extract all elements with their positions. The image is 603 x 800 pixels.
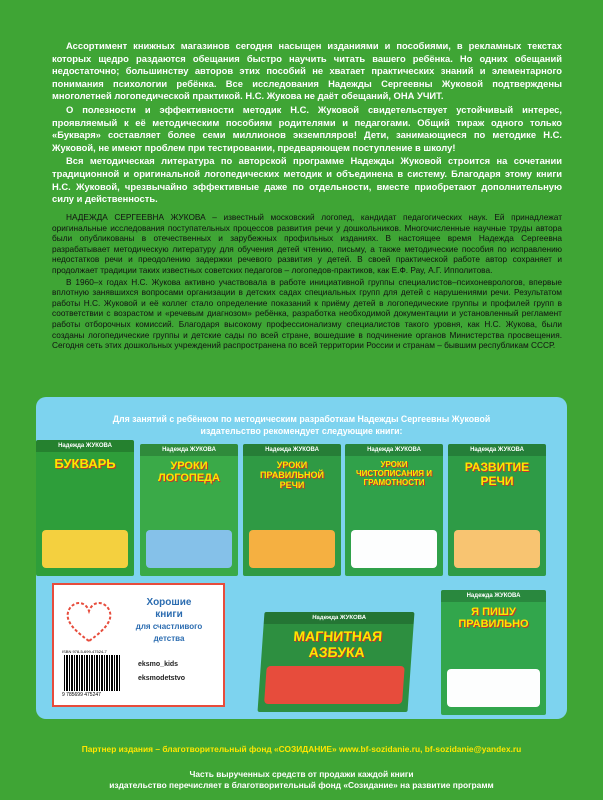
- promo-postcard: [54, 585, 223, 705]
- heart-icon: [64, 599, 114, 643]
- book-title: РАЗВИТИЕ РЕЧИ: [464, 460, 530, 488]
- isbn-label: ISBN 978-5-699-47524-7: [62, 649, 107, 654]
- book-author: Надежда ЖУКОВА: [36, 440, 134, 452]
- footer: [0, 744, 603, 791]
- book-title: УРОКИ ПРАВИЛЬНОЙ РЕЧИ: [260, 460, 324, 490]
- book-cover-ya-pishu-pravilno: [441, 590, 546, 715]
- recommended-books-panel: [36, 397, 567, 719]
- intro-text-block: [52, 40, 562, 207]
- bio-paragraph: НАДЕЖДА СЕРГЕЕВНА ЖУКОВА – известный московский логопед, кандидат педагогических наук. Ей принадлежат оригинальные исследования поступательных процессов развития речи у дошкольников. Многочисленные научные труды автора были опубликованы в отечественных и зарубежных профильных изданиях. В настоящее время Надежда Сергеевна разрабатывает методическую литературу для обучения детей чтению, письму, а также методические пособия по исправлению недостатков речи и преодолению задержки речевого развития у детей. В своей практической работе автор сохраняет и продолжает традиции таких известных советских педагогов – логопедов-практиков, как Е.Ф. Рау, А.Г. Ипполитова.: [52, 212, 562, 275]
- intro-paragraph: Вся методическая литература по авторской программе Надежды Жуковой строится на сочетании традиционной и оригинальной логопедических методик и объединена в систему. Благодаря этому книги Н.С. Жуковой, чрезвычайно эффективные даже по отдельности, вместе приобретают дополнительную силу и действенность.: [52, 155, 562, 205]
- book-illustration: [454, 530, 540, 568]
- bio-paragraph: В 1960–х годах Н.С. Жукова активно участвовала в работе инициативной группы специалистов–психоневрологов, впервые вплотную занявшихся вопросами организации в детских садах специальных групп для детей с нарушениями речи. Результатом работы Н.С. Жуковой и её коллег стало определение показаний к приёму детей в логопедические группы и профилей групп в соответствии с возрастом и «речевым диагнозом» ребёнка, разработка необходимой документации и установленный регламент работы отборочных комиссий. Благодаря высокому профессионализму специалистов такого уровня, как Н.С. Жукова, были созданы логопедические группы и детские сады по всей стране, вошедшие в подчинение органов Министерства просвещения. Сегодня сеть этих дошкольных учреждений распространена по всей территории России и странам – бывшим республикам СССР.: [52, 276, 562, 351]
- footer-line: Часть вырученных средств от продажи каждой книги: [189, 769, 414, 779]
- barcode-number: 9 785699 475247: [62, 692, 101, 698]
- postcard-title-line: Хорошие: [146, 597, 192, 608]
- footer-line: издательство перечисляет в благотворительный фонд «Созидание» на развитие программ: [109, 780, 494, 790]
- book-author: Надежда ЖУКОВА: [243, 444, 341, 456]
- panel-header: [36, 414, 567, 437]
- panel-header-line: Для занятий с ребёнком по методическим разработкам Надежды Сергеевны Жуковой: [112, 414, 491, 424]
- book-title: Я ПИШУ ПРАВИЛЬНО: [458, 606, 529, 630]
- book-author: Надежда ЖУКОВА: [345, 444, 443, 456]
- book-cover-razvitie-rechi: [448, 444, 546, 576]
- barcode: [64, 655, 120, 691]
- book-cover-magnitnaya-azbuka: [258, 612, 415, 712]
- panel-header-line: издательство рекомендует следующие книги:: [200, 425, 403, 436]
- book-cover-uroki-rechi: [243, 444, 341, 576]
- book-title: УРОКИ ЧИСТОПИСАНИЯ И ГРАМОТНОСТИ: [356, 460, 432, 487]
- book-title: МАГНИТНАЯ АЗБУКА: [292, 628, 383, 660]
- book-cover-uroki-logopeda: [140, 444, 238, 576]
- postcard-title: [122, 597, 216, 645]
- book-title: БУКВАРЬ: [54, 456, 116, 471]
- author-bio-block: [52, 212, 562, 352]
- book-illustration: [351, 530, 437, 568]
- partner-line: Партнер издания – благотворительный фонд «СОЗИДАНИЕ» www.bf-sozidanie.ru, bf-sozidanie@yandex.ru: [81, 744, 522, 754]
- book-cover-bukvar: [36, 440, 134, 576]
- postcard-title-line: для счастливого: [135, 622, 203, 631]
- social-handle-kids: eksmo_kids: [138, 661, 179, 668]
- book-title: УРОКИ ЛОГОПЕДА: [158, 460, 220, 484]
- book-author: Надежда ЖУКОВА: [448, 444, 546, 456]
- intro-paragraph: О полезности и эффективности методик Н.С. Жуковой свидетельствует устойчивый интерес, проявляемый к её методическим пособиям родителями и педагогами. Общий тираж одного только «Букваря» составляет более семи миллионов экземпляров! Дети, занимающиеся по методике Н.С. Жуковой, не имеют проблем при тестировании, предваряющем поступление в школу!: [52, 103, 562, 153]
- book-illustration: [249, 530, 335, 568]
- intro-paragraph: Ассортимент книжных магазинов сегодня насыщен изданиями и пособиями, в рекламных текстах которых щедро раздаются обещания быстро научить читать вашего ребёнка. Но одних обещаний недостаточно; большинству авторов этих пособий не хватает практических знаний и элементарного понимания психологии ребёнка. Все исследования Надежды Сергеевны Жуковой подтверждены многолетней логопедической практикой. Н.С. Жукова не даёт обещаний, ОНА УЧИТ.: [52, 40, 562, 102]
- book-cover-chistopisanie: [345, 444, 443, 576]
- book-author: Надежда ЖУКОВА: [140, 444, 238, 456]
- book-author: Надежда ЖУКОВА: [441, 590, 546, 602]
- book-illustration: [146, 530, 232, 568]
- book-illustration: [42, 530, 128, 568]
- social-handle-detstvo: eksmodetstvo: [138, 675, 186, 682]
- book-author: Надежда ЖУКОВА: [264, 612, 415, 624]
- postcard-title-line: книги: [155, 609, 183, 620]
- postcard-title-line: детства: [153, 634, 185, 643]
- book-illustration: [447, 669, 540, 707]
- book-illustration: [264, 666, 405, 704]
